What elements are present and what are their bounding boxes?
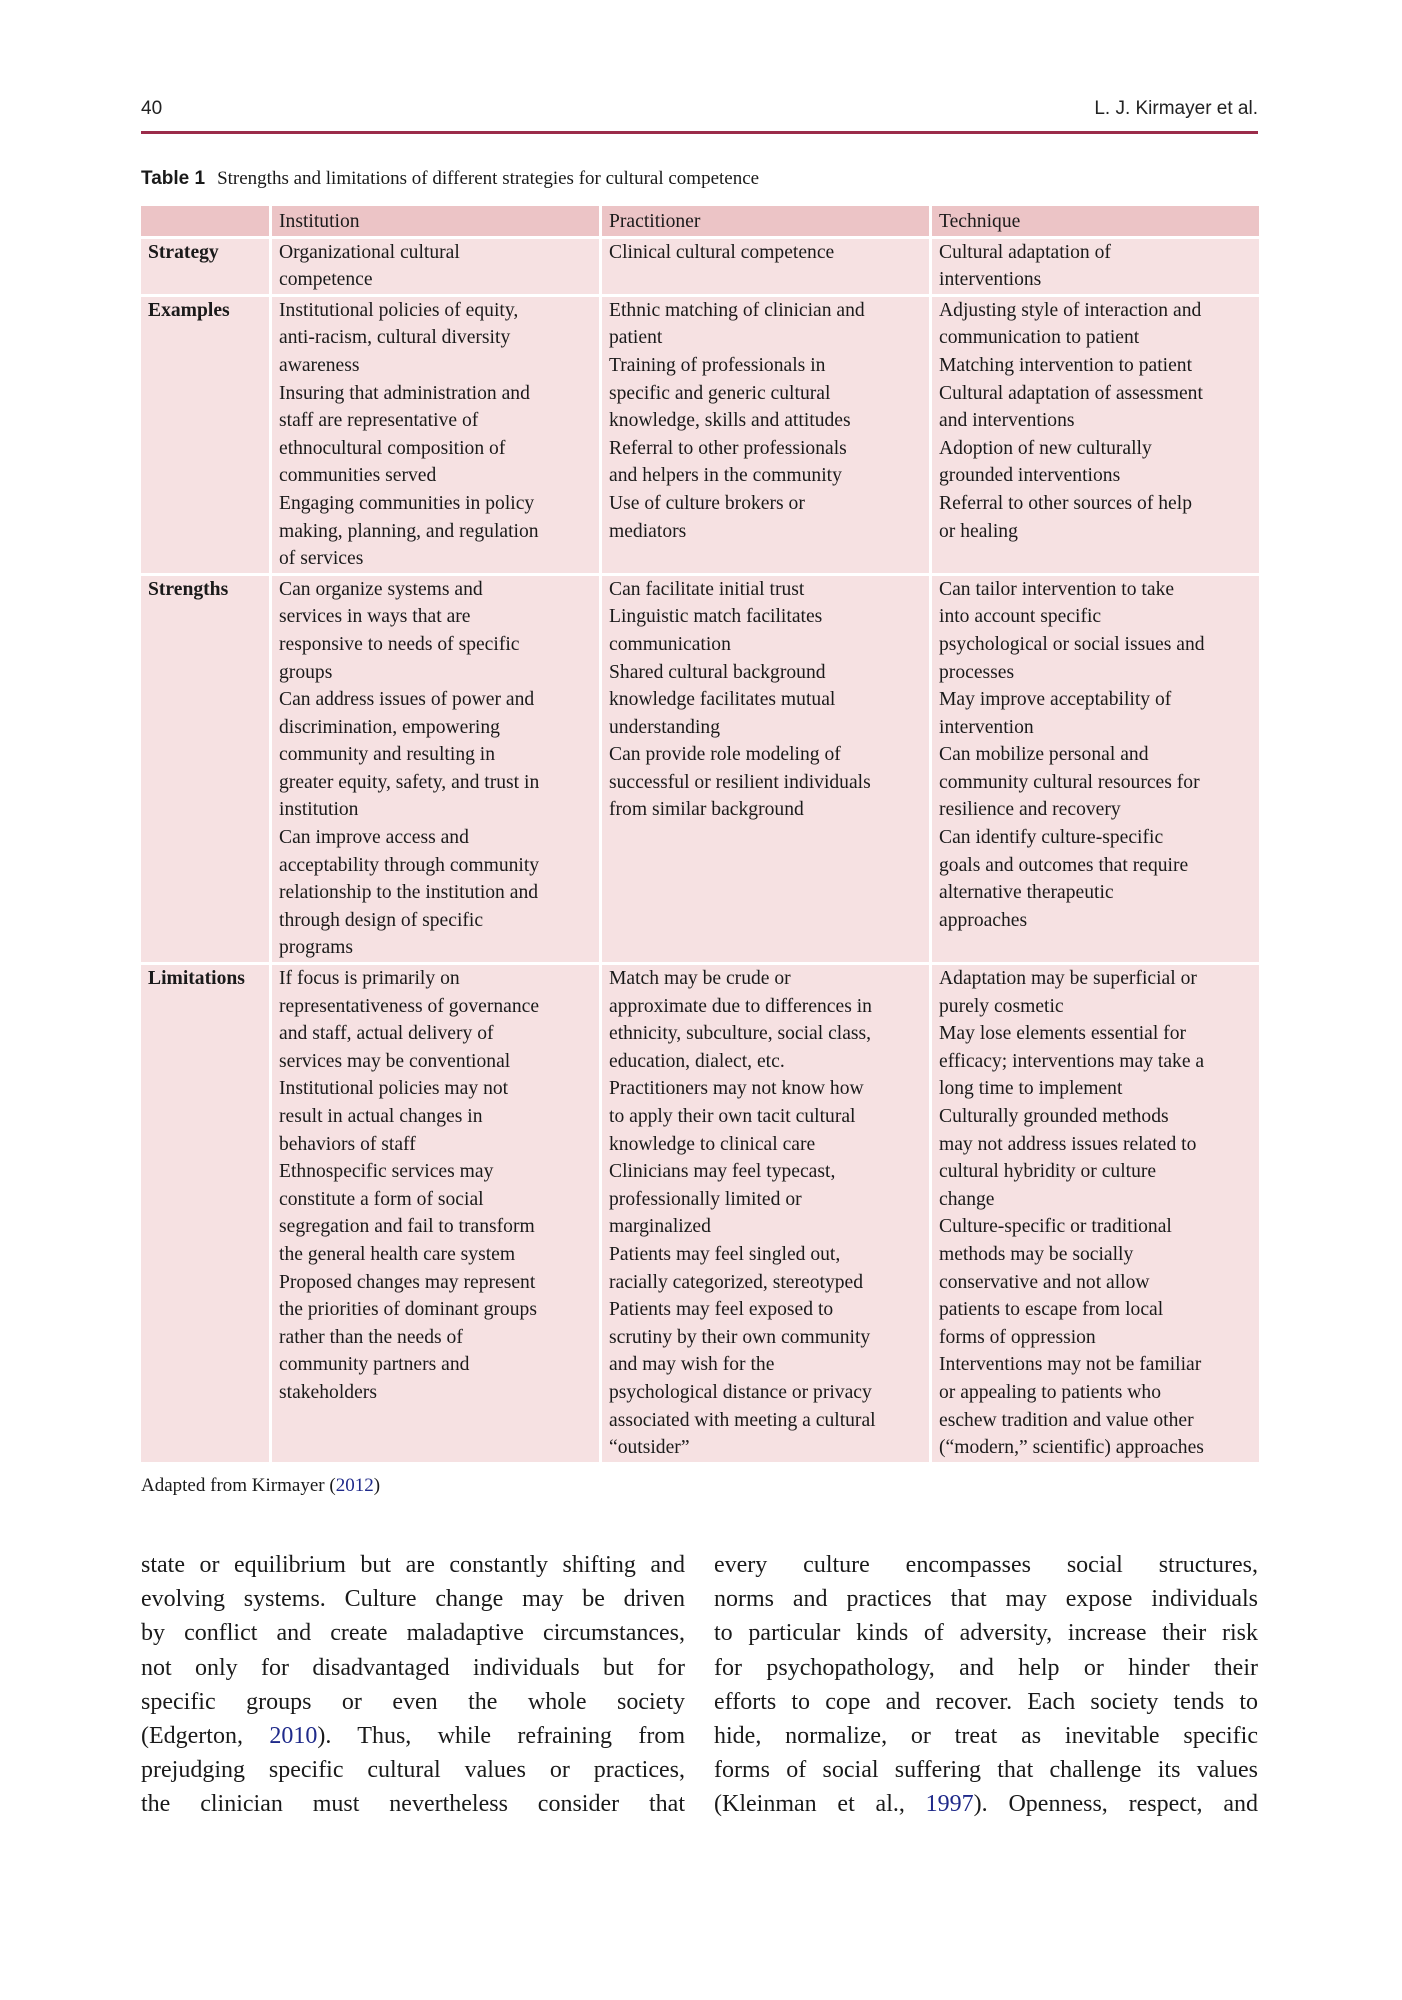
cell-line: racially categorized, stereotyped (609, 1271, 864, 1293)
strategies-table (138, 203, 1262, 1465)
cell-line: Referral to other sources of help (939, 492, 1192, 514)
cell-line: Clinical cultural competence (609, 241, 835, 263)
cell-line: making, planning, and regulation (279, 520, 539, 542)
body-text-line: evolving systems. Culture change may be driven (141, 1586, 685, 1613)
running-head-authors: L. J. Kirmayer et al. (1094, 98, 1258, 119)
cell-line: groups (279, 661, 333, 683)
cell-line: approximate due to differences in (609, 995, 872, 1017)
cell-line: programs (279, 937, 354, 959)
cell-line: of services (279, 548, 364, 570)
table-row-strategy (141, 239, 1259, 294)
cell-line: Match may be crude or (609, 968, 791, 990)
body-text-line: state or equilibrium but are constantly shifting and (141, 1552, 685, 1578)
cell-line: to apply their own tacit cultural (609, 1106, 856, 1127)
cell-line: constitute a form of social (279, 1188, 484, 1210)
body-text-line: hide, normalize, or treat as inevitable specific (714, 1723, 1258, 1750)
cell-line: patient (609, 327, 663, 349)
table-cell-practitioner (602, 297, 929, 573)
cell-line: into account specific (939, 606, 1102, 628)
cell-line: grounded interventions (939, 465, 1121, 487)
cell-line: Institutional policies may not (279, 1078, 509, 1100)
cell-line: Culture-specific or traditional (939, 1216, 1172, 1238)
text-fragment: ). Thus, while refraining from (317, 1723, 685, 1750)
cell-line: community and resulting in (279, 744, 496, 766)
cell-line: and interventions (939, 410, 1075, 432)
source-prefix: Adapted from Kirmayer ( (141, 1475, 336, 1496)
cell-line: education, dialect, etc. (609, 1050, 785, 1072)
table-cell-institution (272, 965, 599, 1462)
cell-line: cultural hybridity or culture (939, 1161, 1157, 1183)
cell-line: communities served (279, 465, 437, 487)
cell-line: Practitioners may not know how (609, 1078, 864, 1100)
cell-line: Interventions may not be familiar (939, 1354, 1202, 1376)
table-row-limitations (141, 965, 1259, 1462)
column-header-empty (141, 206, 269, 236)
cell-line: staff are representative of (279, 410, 479, 432)
cell-line: or healing (939, 520, 1018, 542)
cell-line: successful or resilient individuals (609, 771, 871, 793)
table-label: Table 1 (141, 168, 206, 189)
cell-line: the general health care system (279, 1243, 516, 1265)
cell-line: (“modern,” scientific) approaches (939, 1437, 1204, 1459)
column-header-technique: Technique (932, 206, 1259, 236)
cell-line: ethnicity, subculture, social class, (609, 1023, 872, 1045)
cell-line: rather than the needs of (279, 1326, 463, 1348)
cell-line: Ethnospecific services may (279, 1161, 494, 1183)
body-text-line: efforts to cope and recover. Each society tends to (714, 1688, 1258, 1715)
cell-line: or appealing to patients who (939, 1381, 1162, 1403)
body-text-line: norms and practices that may expose individuals (714, 1586, 1258, 1613)
cell-line: intervention (939, 716, 1034, 738)
cell-line: Can facilitate initial trust (609, 578, 805, 600)
cell-line: and may wish for the (609, 1354, 775, 1376)
cell-line: specific and generic cultural (609, 382, 831, 404)
cell-line: relationship to the institution and (279, 882, 539, 904)
cell-line: Proposed changes may represent (279, 1271, 536, 1293)
cell-line: competence (279, 269, 373, 291)
cell-line: marginalized (609, 1216, 711, 1238)
table-cell-technique (932, 576, 1259, 962)
cell-line: Adjusting style of interaction and (939, 299, 1202, 321)
table-cell-technique (932, 965, 1259, 1462)
cell-line: Adaptation may be superficial or (939, 968, 1197, 990)
table-cell-institution (272, 297, 599, 573)
cell-line: processes (939, 661, 1015, 683)
cell-line: community cultural resources for (939, 771, 1200, 793)
cell-line: acceptability through community (279, 854, 540, 876)
table-cell-technique (932, 297, 1259, 573)
table-cell-practitioner (602, 239, 929, 294)
table-header-row (141, 206, 1259, 236)
cell-line: services may be conventional (279, 1050, 511, 1072)
cell-line: knowledge to clinical care (609, 1133, 816, 1155)
cell-line: eschew tradition and value other (939, 1409, 1194, 1431)
text-fragment: (Edgerton, (141, 1723, 270, 1750)
citation-link[interactable]: 1997 (925, 1791, 974, 1818)
cell-line: may not address issues related to (939, 1133, 1197, 1155)
citation-link[interactable]: 2010 (269, 1723, 318, 1750)
cell-line: Adoption of new culturally (939, 437, 1152, 459)
cell-line: communication to patient (939, 327, 1140, 349)
row-header: Strategy (141, 239, 269, 294)
body-text-line: for psychopathology, and help or hinder their (714, 1654, 1258, 1681)
cell-line: associated with meeting a cultural (609, 1409, 876, 1431)
cell-line: representativeness of governance (279, 995, 540, 1017)
text-fragment: ). Openness, respect, and (973, 1791, 1258, 1818)
cell-line: Training of professionals in (609, 354, 826, 376)
cell-line: community partners and (279, 1354, 470, 1376)
column-header-institution: Institution (272, 206, 599, 236)
cell-line: discrimination, empowering (279, 716, 500, 738)
cell-line: Patients may feel singled out, (609, 1243, 841, 1265)
cell-line: Culturally grounded methods (939, 1106, 1169, 1127)
row-header: Examples (141, 297, 269, 573)
row-header: Strengths (141, 576, 269, 962)
body-text-line: forms of social suffering that challenge its values (714, 1757, 1258, 1784)
body-text-line: to particular kinds of adversity, increase their risk (714, 1620, 1258, 1647)
cell-line: Clinicians may feel typecast, (609, 1161, 836, 1183)
text-fragment: (Kleinman et al., (714, 1791, 926, 1818)
cell-line: long time to implement (939, 1078, 1123, 1100)
cell-line: awareness (279, 354, 360, 376)
running-head (141, 96, 1258, 126)
cell-line: ethnocultural composition of (279, 437, 506, 459)
body-column-right (714, 1548, 1258, 1822)
cell-line: from similar background (609, 799, 804, 821)
body-text-line: not only for disadvantaged individuals but for (141, 1654, 685, 1681)
cell-line: “outsider” (609, 1437, 690, 1459)
cell-line: Engaging communities in policy (279, 492, 535, 514)
cell-line: Cultural adaptation of (939, 241, 1111, 263)
cell-line: efficacy; interventions may take a (939, 1050, 1205, 1072)
cell-line: knowledge facilitates mutual (609, 689, 836, 711)
cell-line: understanding (609, 716, 721, 738)
cell-line: segregation and fail to transform (279, 1216, 535, 1238)
cell-line: Use of culture brokers or (609, 492, 805, 514)
table-title: Strengths and limitations of different strategies for cultural competence (217, 168, 760, 189)
cell-line: alternative therapeutic (939, 882, 1114, 904)
cell-line: If focus is primarily on (279, 968, 460, 990)
cell-line: May improve acceptability of (939, 689, 1172, 711)
citation-link[interactable]: 2012 (335, 1475, 374, 1496)
cell-line: responsive to needs of specific (279, 633, 520, 655)
cell-line: Can improve access and (279, 827, 469, 849)
cell-line: the priorities of dominant groups (279, 1299, 537, 1321)
cell-line: Institutional policies of equity, (279, 299, 519, 321)
cell-line: and staff, actual delivery of (279, 1023, 494, 1045)
cell-line: Can address issues of power and (279, 689, 535, 711)
cell-line: institution (279, 799, 359, 821)
cell-line: methods may be socially (939, 1243, 1134, 1265)
source-suffix: ) (373, 1475, 381, 1496)
cell-line: Organizational cultural (279, 241, 460, 263)
cell-line: Can provide role modeling of (609, 744, 841, 766)
cell-line: resilience and recovery (939, 799, 1121, 821)
cell-line: Can mobilize personal and (939, 744, 1149, 766)
cell-line: services in ways that are (279, 606, 471, 628)
column-header-practitioner: Practitioner (602, 206, 929, 236)
cell-line: Shared cultural background (609, 661, 826, 683)
body-text-line: every culture encompasses social structures, (714, 1552, 1258, 1578)
table-cell-practitioner (602, 576, 929, 962)
cell-line: patients to escape from local (939, 1299, 1164, 1321)
cell-line: Insuring that administration and (279, 382, 530, 404)
body-column-left (141, 1548, 685, 1822)
cell-line: Patients may feel exposed to (609, 1299, 834, 1321)
cell-line: May lose elements essential for (939, 1023, 1187, 1045)
cell-line: purely cosmetic (939, 995, 1064, 1017)
cell-line: professionally limited or (609, 1188, 802, 1210)
body-text-line (141, 1719, 685, 1753)
cell-line: and helpers in the community (609, 465, 842, 487)
body-text-line: prejudging specific cultural values or practices, (141, 1757, 685, 1784)
table-cell-institution (272, 576, 599, 962)
body-text-line: specific groups or even the whole society (141, 1688, 685, 1715)
cell-line: greater equity, safety, and trust in (279, 771, 540, 793)
cell-line: psychological distance or privacy (609, 1381, 872, 1403)
cell-line: conservative and not allow (939, 1271, 1150, 1293)
cell-line: through design of specific (279, 909, 484, 931)
cell-line: Linguistic match facilitates (609, 606, 823, 628)
cell-line: Can organize systems and (279, 578, 483, 600)
cell-line: knowledge, skills and attitudes (609, 410, 851, 432)
cell-line: mediators (609, 520, 687, 542)
header-rule (141, 131, 1258, 134)
cell-line: Ethnic matching of clinician and (609, 299, 865, 321)
table-cell-practitioner (602, 965, 929, 1462)
cell-line: communication (609, 633, 731, 655)
cell-line: stakeholders (279, 1381, 377, 1403)
cell-line: Referral to other professionals (609, 437, 847, 459)
cell-line: Matching intervention to patient (939, 354, 1193, 376)
cell-line: Cultural adaptation of assessment (939, 382, 1203, 404)
cell-line: interventions (939, 269, 1042, 291)
cell-line: result in actual changes in (279, 1106, 483, 1127)
table-cell-technique (932, 239, 1259, 294)
table-cell-institution (272, 239, 599, 294)
cell-line: behaviors of staff (279, 1133, 416, 1155)
body-text-line: the clinician must nevertheless consider that (141, 1791, 685, 1818)
cell-line: Can tailor intervention to take (939, 578, 1175, 600)
row-header: Limitations (141, 965, 269, 1462)
cell-line: approaches (939, 909, 1028, 931)
table-row-examples (141, 297, 1259, 573)
table-row-strengths (141, 576, 1259, 962)
cell-line: Can identify culture-specific (939, 827, 1164, 849)
body-text-line: by conflict and create maladaptive circumstances, (141, 1620, 685, 1647)
cell-line: anti-racism, cultural diversity (279, 327, 511, 349)
body-text-line (714, 1787, 1258, 1821)
page-number: 40 (141, 98, 163, 119)
cell-line: forms of oppression (939, 1326, 1096, 1348)
cell-line: change (939, 1188, 995, 1210)
table-source-note (141, 1475, 380, 1497)
cell-line: scrutiny by their own community (609, 1326, 871, 1348)
cell-line: psychological or social issues and (939, 633, 1205, 655)
cell-line: goals and outcomes that require (939, 854, 1189, 876)
table-caption (141, 168, 759, 190)
